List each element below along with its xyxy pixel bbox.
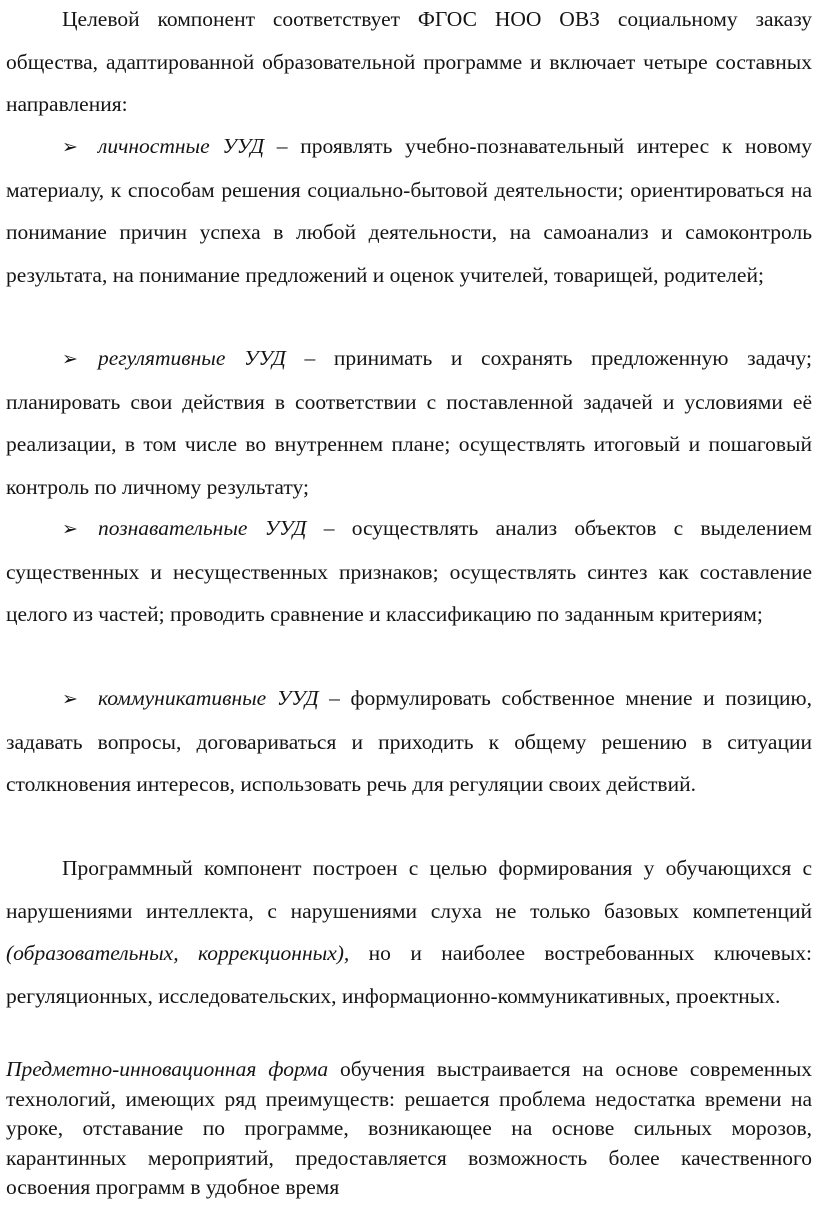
arrow-bullet-icon: ➢: [62, 348, 78, 370]
bullet-text: – проявлять учебно-познавательный интерес к новому материалу, к способам решения социально-бытовой деятельности; ориентироваться на понимание причин успеха в любой деятельности, на самоанализ и самоконтроль результата, на понимание предложений и оценок учителей, товарищей, родителей;: [6, 134, 812, 287]
bullet-term: регулятивные УУД: [98, 346, 286, 370]
arrow-bullet-icon: ➢: [62, 136, 78, 158]
innovation-text: обучения выстраивается на основе современных технологий, имеющих ряд преимуществ: решается проблема недостатка времени на уроке, отставание по программе, возникающее на основе сильных морозов, карантинных мероприятий, предоставляется возможность более качественного освоения программ в удобное время: [6, 1057, 813, 1199]
arrow-bullet-icon: ➢: [62, 518, 78, 540]
innovation-paragraph: [6, 1055, 812, 1203]
bullet-text: – осуществлять анализ объектов с выделением существенных и несущественных признаков; осуществлять синтез как составление целого из частей; проводить сравнение и классификацию по заданным критериям;: [6, 516, 812, 626]
program-text-after: но и наиболее востребованных ключевых: регуляционных, исследовательских, информационно-коммуникативных, проектных.: [6, 941, 812, 1008]
bullet-communicative: [6, 677, 812, 806]
innovation-term: Предметно-инновационная форма: [6, 1057, 329, 1081]
arrow-bullet-icon: ➢: [62, 688, 78, 710]
bullet-text: – формулировать собственное мнение и позицию, задавать вопросы, договариваться и приходить к общему решению в ситуации столкновения интересов, использовать речь для регуляции своих действий.: [6, 686, 812, 796]
bullet-regulatory: [6, 337, 812, 508]
bullet-term: коммуникативные УУД: [98, 686, 319, 710]
bullet-term: познавательные УУД: [98, 516, 307, 540]
bullet-text: – принимать и сохранять предложенную задачу; планировать свои действия в соответствии с поставленной задачей и условиями её реализации, в том числе во внутреннем плане; осуществлять итоговый и пошаговый контроль по личному результату;: [6, 346, 812, 499]
bullet-cognitive: [6, 507, 812, 636]
intro-text: Целевой компонент соответствует ФГОС НОО ОВЗ социальному заказу общества, адаптированной образовательной программе и включает четыре составных направления:: [6, 7, 812, 116]
bullet-personal: [6, 125, 812, 296]
program-paragraph: [6, 847, 812, 1017]
bullet-term: личностные УУД: [98, 134, 265, 158]
intro-paragraph: [6, 0, 812, 126]
program-text-before: Программный компонент построен с целью формирования у обучающихся с нарушениями интеллекта, с нарушениями слуха не только базовых компетенций: [6, 856, 812, 923]
program-emphasis: (образовательных, коррекционных),: [6, 941, 350, 965]
